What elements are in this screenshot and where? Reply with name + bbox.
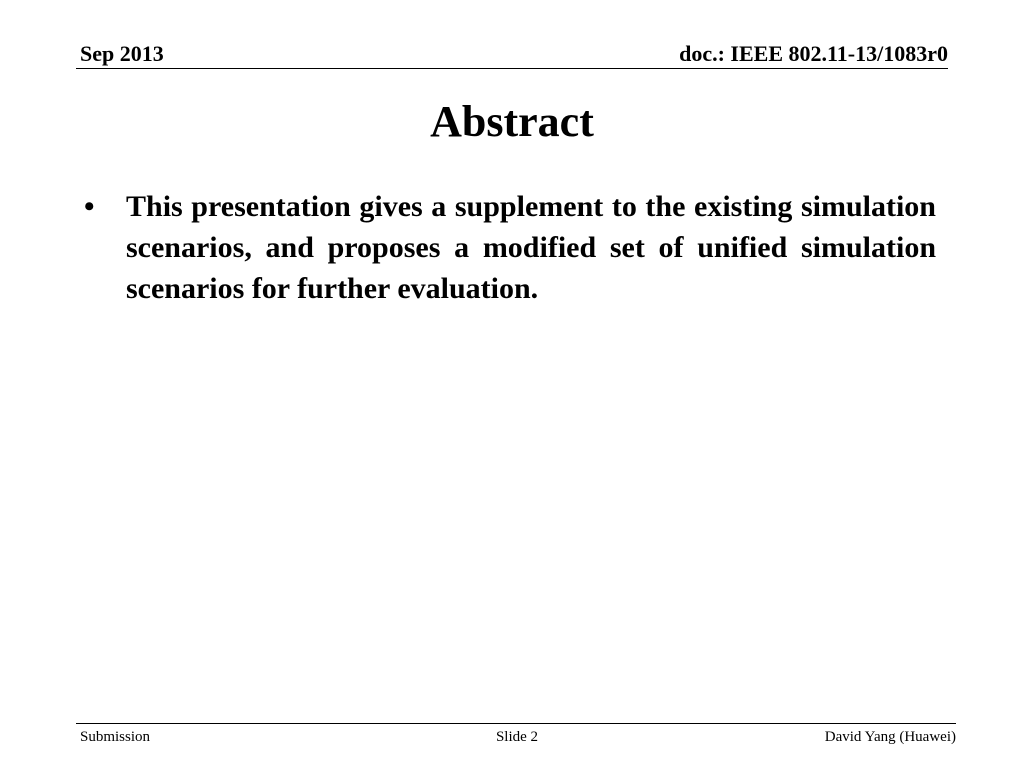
bullet-text: This presentation gives a supplement to the existing simulation scenarios, and proposes a modified set of unified simulation scenarios for further evaluation. bbox=[126, 190, 936, 305]
bullet-item bbox=[80, 186, 936, 309]
slide-title: Abstract bbox=[430, 97, 594, 146]
footer-slide-number: Slide 2 bbox=[495, 729, 539, 745]
bullet-marker: • bbox=[84, 190, 95, 223]
header-doc-id: doc.: IEEE 802.11-13/1083r0 bbox=[679, 41, 948, 66]
header-date: Sep 2013 bbox=[80, 41, 164, 66]
slide-body bbox=[80, 186, 936, 309]
footer-submission: Submission bbox=[80, 729, 151, 745]
footer-divider bbox=[76, 723, 956, 724]
header-divider bbox=[76, 68, 948, 69]
footer-author: David Yang (Huawei) bbox=[824, 729, 956, 745]
